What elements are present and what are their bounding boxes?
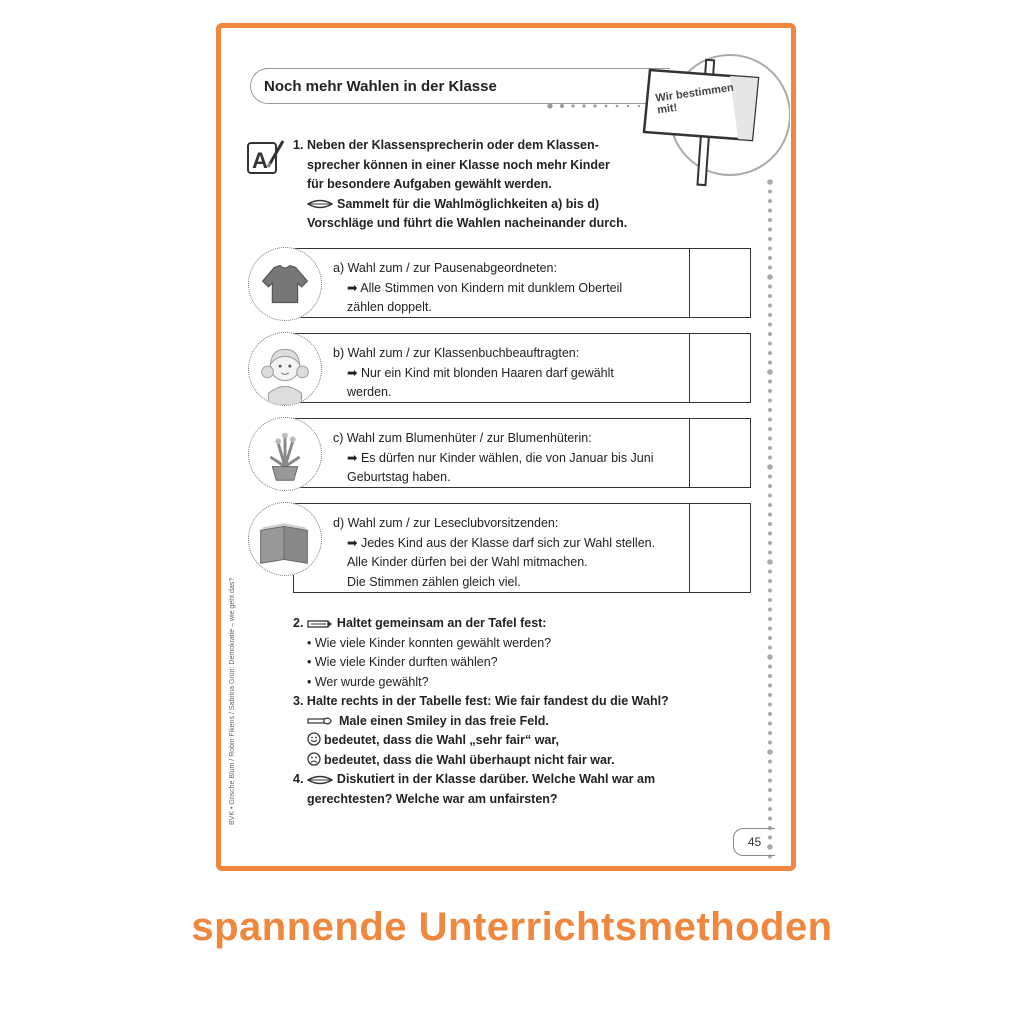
option-box-d — [293, 503, 751, 593]
decoration-dot — [768, 522, 772, 526]
credit-text: BVK • Grische Blum / Robin Fikens / Sabrina Grün: Demokratie – wie geht das? — [229, 577, 236, 825]
flower-pot-icon — [248, 417, 322, 491]
decoration-dot — [768, 807, 772, 811]
option-label: a) Wahl zum / zur Pausenabgeordneten: — [333, 261, 557, 275]
page-number: 45 — [733, 828, 775, 856]
pencil-icon — [307, 619, 333, 629]
decoration-dot — [768, 541, 772, 545]
decoration-dot — [768, 503, 772, 507]
svg-text:A: A — [252, 148, 268, 173]
decoration-dot — [768, 494, 772, 498]
decoration-dot — [768, 427, 772, 431]
option-rule: zählen doppelt. — [347, 300, 432, 314]
decoration-dot — [767, 749, 773, 755]
option-rule: Die Stimmen zählen gleich viel. — [347, 574, 521, 589]
option-rule: Alle Kinder dürfen bei der Wahl mitmachen. — [347, 555, 588, 569]
decoration-dot — [768, 266, 772, 270]
decoration-dot — [768, 608, 772, 612]
decoration-dot — [768, 646, 772, 650]
footer-slogan: spannende Unterrichtsmethoden — [191, 905, 833, 949]
option-rule: ➡ Nur ein Kind mit blonden Haaren darf gewählt — [347, 365, 614, 380]
decoration-dot — [768, 731, 772, 735]
decoration-dot — [768, 408, 772, 412]
girl-icon — [248, 332, 322, 406]
page-title: Noch mehr Wahlen in der Klasse — [264, 78, 497, 95]
sign-text: Wir bestimmen mit! — [654, 81, 735, 117]
decoration-dot — [767, 654, 773, 660]
decoration-dot — [768, 779, 772, 783]
task-1-line: für besondere Aufgaben gewählt werden. — [307, 177, 552, 191]
rating-field-divider — [689, 504, 690, 592]
decoration-dot — [768, 617, 772, 621]
decoration-dot — [768, 570, 772, 574]
book-icon — [248, 502, 322, 576]
decoration-dot — [768, 304, 772, 308]
decoration-dot — [768, 598, 772, 602]
task-4-number: 4. — [293, 772, 304, 786]
option-box-b — [293, 333, 751, 403]
task-4-line: Diskutiert in der Klasse darüber. Welche Wahl war am — [336, 772, 656, 786]
option-box-c — [293, 418, 751, 488]
option-label: c) Wahl zum Blumenhüter / zur Blumenhüterin: — [333, 431, 592, 445]
decoration-dot — [768, 684, 772, 688]
decoration-dot — [768, 484, 772, 488]
decoration-dot — [768, 218, 772, 222]
decoration-dot — [768, 741, 772, 745]
decoration-dot — [768, 199, 772, 203]
task-1-line: Sammelt für die Wahlmöglichkeiten a) bis d) — [337, 196, 600, 211]
decoration-dot — [768, 665, 772, 669]
decoration-dot — [768, 712, 772, 716]
title-dots-decoration — [546, 100, 646, 112]
speech-lips-icon — [307, 775, 333, 785]
decoration-dot — [768, 817, 772, 821]
decoration-dot — [768, 798, 772, 802]
decoration-dot — [768, 389, 772, 393]
decoration-dot — [768, 446, 772, 450]
decoration-dot — [768, 513, 772, 517]
speech-lips-icon — [307, 199, 333, 209]
decoration-dot — [768, 380, 772, 384]
rating-field-divider — [689, 419, 690, 487]
decoration-dot — [768, 532, 772, 536]
decoration-dot — [768, 788, 772, 792]
task-1-line: sprecher können in einer Klasse noch mehr Kinder — [307, 157, 610, 172]
task-3-line: bedeutet, dass die Wahl überhaupt nicht fair war. — [324, 752, 615, 767]
decoration-dot — [768, 351, 772, 355]
decoration-dot — [768, 209, 772, 213]
task-2-bullet: Wie viele Kinder durften wählen? — [314, 655, 498, 669]
decoration-dot — [768, 361, 772, 365]
happy-smiley-icon — [307, 732, 321, 746]
option-rule: ➡ Alle Stimmen von Kindern mit dunklem Oberteil — [347, 280, 623, 295]
decoration-dot — [768, 294, 772, 298]
brush-icon — [307, 716, 335, 726]
task-1-number: 1. — [293, 138, 304, 152]
decoration-dot — [768, 703, 772, 707]
decoration-dot — [768, 636, 772, 640]
decoration-dot — [768, 190, 772, 194]
option-box-a — [293, 248, 751, 318]
sweater-icon — [248, 247, 322, 321]
decoration-dot — [768, 256, 772, 260]
task-2-bullet: Wie viele Kinder konnten gewählt werden? — [314, 635, 552, 650]
decoration-dot — [767, 464, 773, 470]
decoration-dot — [768, 760, 772, 764]
option-label: d) Wahl zum / zur Leseclubvorsitzenden: — [333, 516, 559, 530]
option-rule: werden. — [347, 385, 392, 399]
decoration-dot — [767, 559, 773, 565]
task-1-line: Neben der Klassensprecherin oder dem Klassen- — [307, 138, 599, 152]
option-rule: ➡ Es dürfen nur Kinder wählen, die von Januar bis Juni — [347, 450, 654, 465]
task-2-number: 2. — [293, 616, 304, 630]
task-1-line: Vorschläge und führt die Wahlen nacheinander durch. — [307, 216, 628, 230]
task-3-line: bedeutet, dass die Wahl „sehr fair“ war, — [324, 733, 560, 747]
task-1 — [293, 136, 627, 234]
decoration-dot — [768, 456, 772, 460]
task-4-line: gerechtesten? Welche war am unfairsten? — [307, 791, 558, 806]
task-3-number: 3. — [293, 694, 304, 708]
option-rule: ➡ Jedes Kind aus der Klasse darf sich zur Wahl stellen. — [347, 535, 656, 550]
task-3-heading: Halte rechts in der Tabelle fest: Wie fair fandest du die Wahl? — [306, 694, 669, 708]
decoration-dot — [768, 589, 772, 593]
decoration-dot — [768, 313, 772, 317]
option-label: b) Wahl zum / zur Klassenbuchbeauftragten: — [333, 346, 580, 360]
rating-field-divider — [689, 249, 690, 317]
sad-smiley-icon — [307, 752, 321, 766]
decoration-dot — [768, 674, 772, 678]
decoration-dot — [768, 693, 772, 697]
decoration-dot — [768, 323, 772, 327]
decoration-dot — [768, 475, 772, 479]
rating-field-divider — [689, 334, 690, 402]
decoration-dot — [767, 369, 773, 375]
decoration-dot — [768, 579, 772, 583]
task-2-bullet: Wer wurde gewählt? — [314, 674, 429, 689]
decoration-dot — [768, 437, 772, 441]
right-dots-decoration — [764, 178, 776, 868]
task-3-line: Male einen Smiley in das freie Feld. — [339, 713, 549, 728]
decoration-dot — [768, 285, 772, 289]
decoration-dot — [768, 769, 772, 773]
decoration-dot — [768, 247, 772, 251]
writing-task-icon — [246, 137, 286, 177]
task-2-heading: Haltet gemeinsam an der Tafel fest: — [336, 616, 547, 630]
decoration-dot — [768, 418, 772, 422]
decoration-dot — [767, 179, 773, 185]
tasks-2-to-4: 2. Haltet gemeinsam an der Tafel fest: • Wie viele Kinder konnten gewählt werden? • Wie viele Kinder durften wählen? • Wer wurde gewählt? 3. Halte rechts in der Tabelle fest: Wie fair fandest du die Wahl? Male einen Smiley in das freie Feld. bedeutet, dass die Wahl „sehr fair“ war, bedeutet, dass die Wahl überhaupt nicht fair war. 4. Diskutiert in der Klasse darüber. Welche Wahl war am gerechtesten? Welche war am unfairsten? — [293, 614, 669, 809]
option-rule: Geburtstag haben. — [347, 470, 451, 484]
decoration-dot — [768, 237, 772, 241]
decoration-dot — [768, 228, 772, 232]
decoration-dot — [768, 399, 772, 403]
decoration-dot — [767, 274, 773, 280]
decoration-dot — [768, 627, 772, 631]
decoration-dot — [768, 332, 772, 336]
decoration-dot — [768, 342, 772, 346]
decoration-dot — [768, 722, 772, 726]
decoration-dot — [768, 551, 772, 555]
